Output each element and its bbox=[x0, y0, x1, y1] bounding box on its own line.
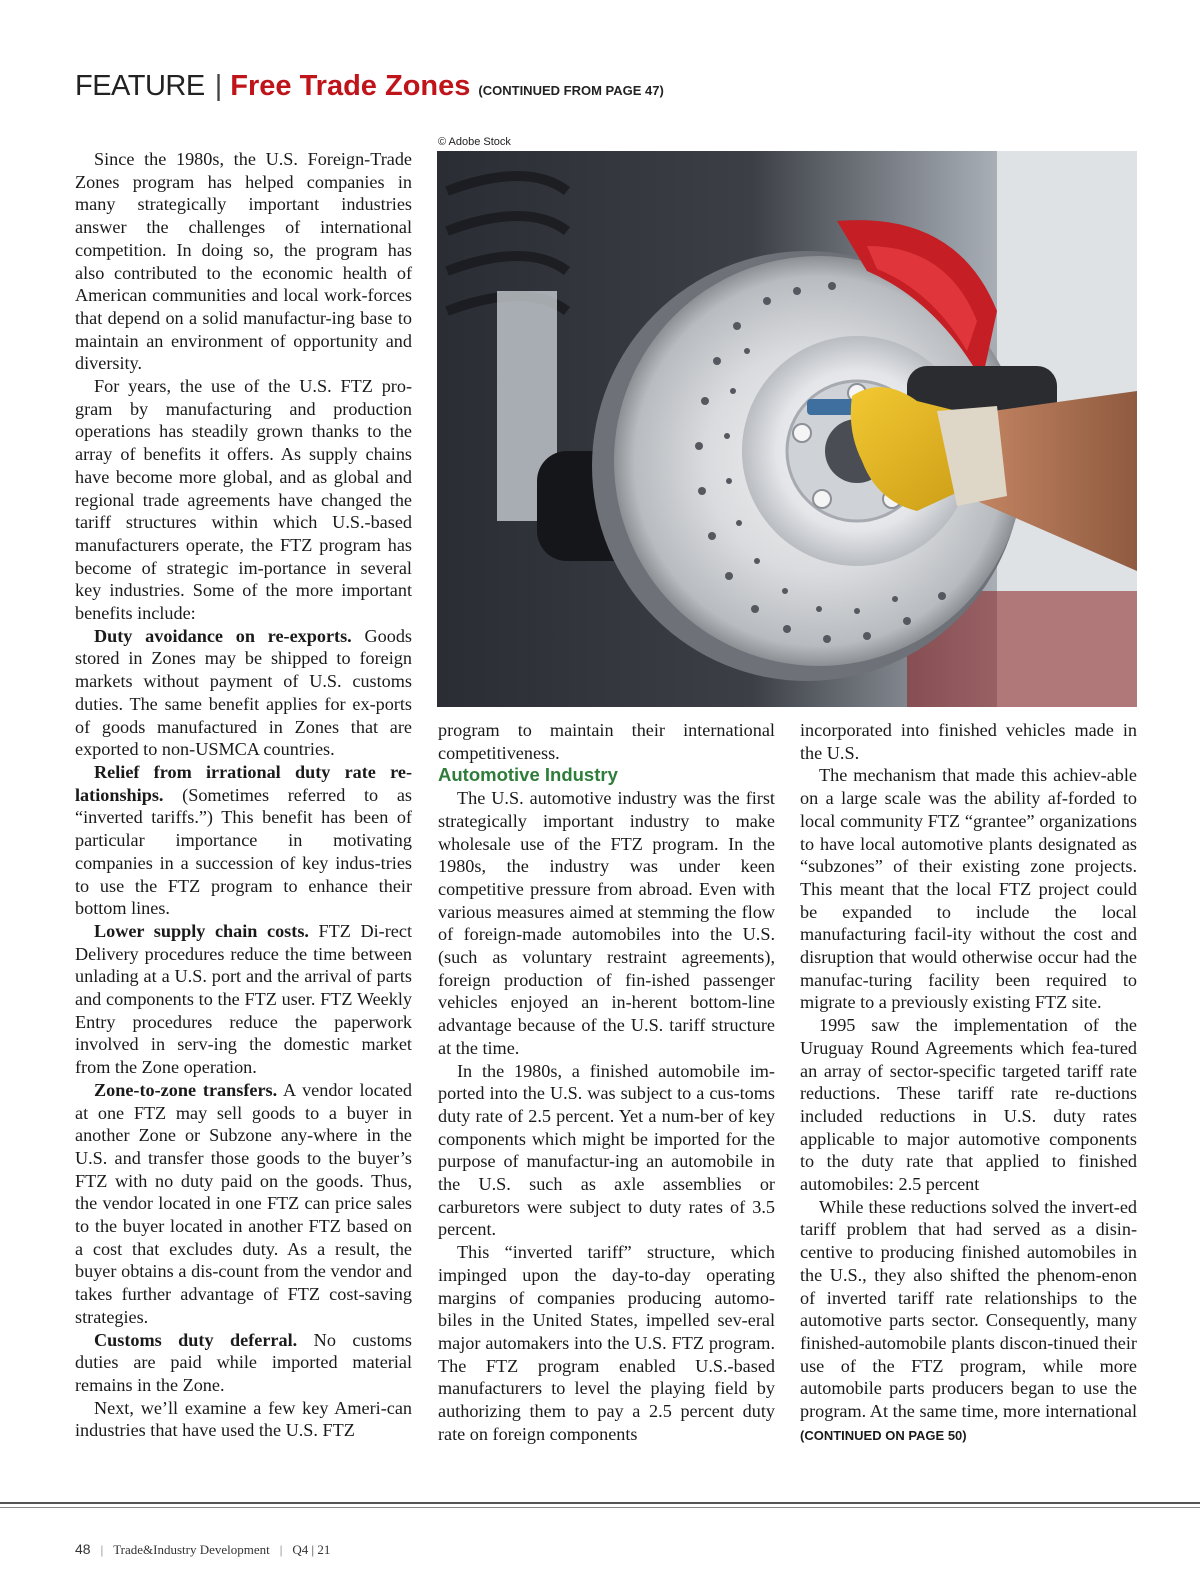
column-3 bbox=[800, 719, 1137, 1448]
benefit-heading: Duty avoidance on re-exports. bbox=[94, 625, 352, 646]
footer-divider: | bbox=[100, 1542, 104, 1557]
benefit-paragraph bbox=[75, 761, 412, 920]
benefit-paragraph bbox=[75, 920, 412, 1079]
section-label: FEATURE bbox=[75, 70, 205, 102]
paragraph-text: While these reductions solved the invert-ed tariff problem that had served as a disin-centive to producing finished automobiles in the U.S., they also shifted the phenom-enon of inverted tariff rate relationships to the automotive parts sector. Consequently, many finished-automobile plants discon-tinued their use of the FTZ program, while more automobile parts producers began to use the program. At the same time, more international bbox=[800, 1196, 1137, 1422]
benefit-heading: Customs duty deferral. bbox=[94, 1329, 298, 1350]
brake-disc-photo bbox=[437, 151, 1137, 707]
continued-from-note: (CONTINUED FROM PAGE 47) bbox=[478, 83, 664, 98]
benefit-text: FTZ Di-rect Delivery procedures reduce the time between unlading at a U.S. port and the arrival of parts and components to the FTZ user. FTZ Weekly Entry procedures reduce the paperwork involved in serv-ing the domestic market from the Zone operation. bbox=[75, 920, 412, 1078]
feature-photo bbox=[437, 151, 1137, 707]
footer-divider: | bbox=[279, 1542, 283, 1557]
continued-on-note: (CONTINUED ON PAGE 50) bbox=[800, 1427, 967, 1443]
benefit-paragraph bbox=[75, 1079, 412, 1329]
publication-name: Trade&Industry Development bbox=[113, 1542, 270, 1557]
header-divider: | bbox=[214, 70, 223, 102]
footer-rule-thin bbox=[0, 1507, 1200, 1508]
benefit-heading: Relief from irrational duty rate re-lationships. bbox=[75, 761, 412, 805]
paragraph: Since the 1980s, the U.S. Foreign-Trade Zones program has helped companies in many strategically important industries answer the challenges of international competition. In doing so, the program has also contributed to the economic health of American communities and local work-forces that depend on a solid manufactur-ing base to maintain an environment of opportunity and diversity. bbox=[75, 149, 412, 374]
feature-header bbox=[75, 70, 1155, 110]
photo-credit: © Adobe Stock bbox=[438, 136, 511, 148]
paragraph: incorporated into finished vehicles made in the U.S. bbox=[800, 720, 1137, 763]
paragraph: program to maintain their international competitiveness. bbox=[438, 720, 775, 763]
benefit-text: Goods stored in Zones may be shipped to foreign markets without payment of U.S. customs duties. The same benefit applies for ex-ports of goods manufactured in Zones that are exported to non-USMCA countries. bbox=[75, 625, 412, 760]
paragraph: 1995 saw the implementation of the Uruguay Round Agreements which fea-tured an array of sector-specific targeted tariff rate reductions. These tariff rate re-ductions included reductions in U.S. duty rates applicable to major automotive components to the duty rate that applied to finished automobiles: 2.5 percent bbox=[800, 1015, 1137, 1195]
benefit-text: No customs duties are paid while imported material remains in the Zone. bbox=[75, 1329, 412, 1395]
benefit-paragraph bbox=[75, 1329, 412, 1397]
paragraph: For years, the use of the U.S. FTZ pro-gram by manufacturing and production operations has steadily grown thanks to the array of benefits it offers. As supply chains have become more global, and as global and regional trade agreements have changed the tariff structures within which U.S.-based manufacturers operate, the FTZ program has become of strategic im-portance in several key industries. Some of the more important benefits include: bbox=[75, 376, 412, 624]
footer-rule bbox=[0, 1502, 1200, 1504]
column-1 bbox=[75, 148, 412, 1442]
page-number: 48 bbox=[75, 1541, 91, 1557]
paragraph: Next, we’ll examine a few key Ameri-can industries that have used the U.S. FTZ bbox=[75, 1397, 412, 1441]
article-title: Free Trade Zones bbox=[230, 70, 471, 102]
paragraph: In the 1980s, a finished automobile im-ported into the U.S. was subject to a cus-toms duty rate of 2.5 percent. Yet a num-ber of key components which might be imported for the purpose of manufactur-ing an automobile in the U.S. such as axle assemblies or carburetors were subject to duty rates of 3.5 percent. bbox=[438, 1060, 775, 1240]
benefit-text: (Sometimes referred to as “inverted tariffs.”) This benefit has been of particular importance in motivating companies in a succession of key indus-tries to use the FTZ program to enhance their bottom lines. bbox=[75, 784, 412, 919]
paragraph bbox=[800, 1196, 1137, 1448]
column-2 bbox=[438, 719, 775, 1446]
benefit-text: A vendor located at one FTZ may sell goods to a buyer in another Zone or Subzone any-where in the U.S. and transfer those goods to the buyer’s FTZ with no duty paid on the goods. Thus, the vendor located in one FTZ can price sales to the buyer located in another FTZ based on a cost that excludes duty. As a result, the buyer obtains a dis-count from the vendor and takes further advantage of FTZ cost-saving strategies. bbox=[75, 1079, 412, 1327]
paragraph: This “inverted tariff” structure, which impinged upon the day-to-day operating margins of companies producing automo-biles in the United States, impelled sev-eral major automakers into the U.S. FTZ program. The FTZ program enabled U.S.-based manufacturers to level the playing field by authorizing them to pay a 2.5 percent duty rate on foreign components bbox=[438, 1242, 775, 1444]
section-subhead: Automotive Industry bbox=[438, 764, 618, 786]
benefit-paragraph bbox=[75, 625, 412, 761]
issue-label: Q4 | 21 bbox=[292, 1542, 331, 1557]
paragraph: The U.S. automotive industry was the first strategically important industry to make wholesale use of the FTZ program. In the 1980s, the industry was under keen competitive pressure from abroad. Even with various measures aimed at stemming the flow of foreign-made automobiles into the U.S. (such as voluntary restraint agreements), foreign production of fin-ished passenger vehicles enjoyed an in-herent bottom-line advantage because of the U.S. tariff structure at the time. bbox=[438, 788, 775, 1058]
benefit-heading: Lower supply chain costs. bbox=[94, 920, 309, 941]
paragraph: The mechanism that made this achiev-able on a large scale was the ability af-forded to local community FTZ “grantee” organizations to have local automotive plants designated as “subzones” of their existing zone projects. This meant that the local FTZ project could be expanded to include the local manufacturing facil-ity without the cost and disruption that would otherwise occur had the manufac-turing facility been required to migrate to a previously existing FTZ site. bbox=[800, 765, 1137, 1013]
benefit-heading: Zone-to-zone transfers. bbox=[94, 1079, 278, 1100]
page-footer bbox=[75, 1541, 330, 1558]
